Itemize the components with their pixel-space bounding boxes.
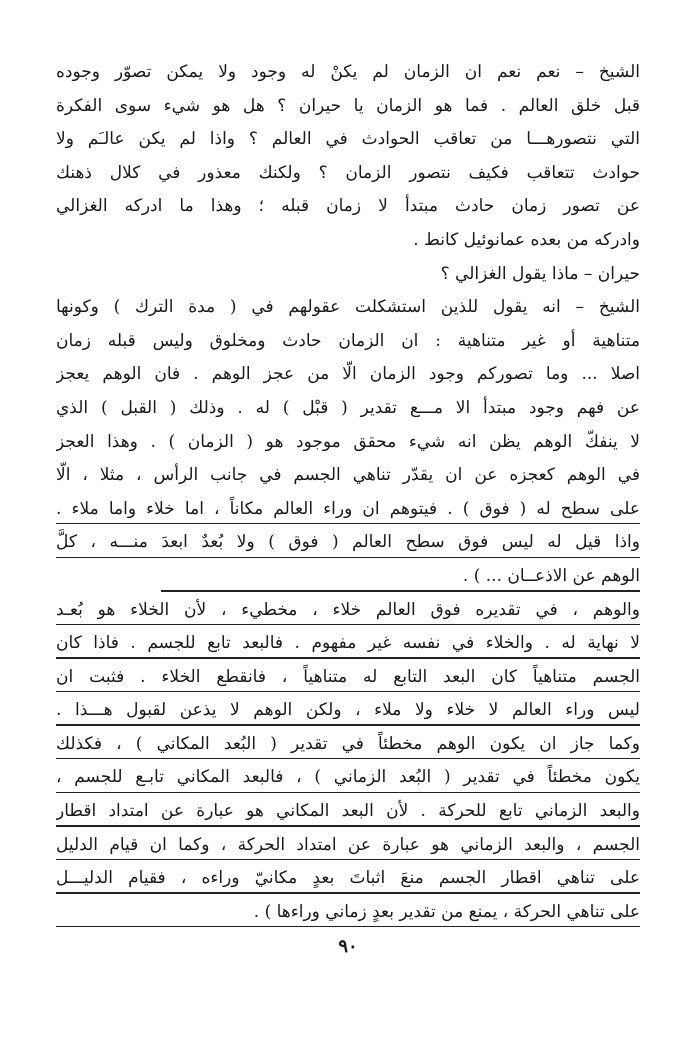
text-line: الشيخ – نعم نعم ان الزمان لم يكنْ له وجود ولا يمكن تصوّر وجوده [56,62,640,82]
text-line: على تناهي الحركة ، يمنع من تقدير بعدٍ زماني وراءها ) . [56,896,640,930]
text-line: اصلا ... وما تصوركم وجود الزمان الّا من عجز الوهم . فان الوهم يعجز [56,364,640,385]
text-line: لا نهاية له . والخلاء في نفسه غير مفهوم . فالبعد تابع للجسم . فاذا كان [56,627,640,661]
text-line: حيران – ماذا يقول الغزالي ؟ [440,263,640,284]
text-line: وكما جاز ان يكون الوهم مخطئاً في تقدير ( البُعد المكاني ) ، فكذلك [56,728,640,762]
text-line: الجسم ، والبعد الزماني هو عبارة عن امتداد الحركة ، وكما ان قيام الدليل [56,829,640,863]
text-line: وادركه من بعده عمانوئيل كانط . [413,229,640,250]
page-number: ٩٠ [338,936,358,957]
text-line: على سطح له ( فوق ) . فيتوهم ان وراء العالم مكاناً ، اما خلاء واما ملاء . [56,493,640,527]
page-body-text [56,56,640,929]
text-line: عن تصور زمان حادث مبتدأ لا زمان قبله ؛ وهذا ما ادركه الغزالي [56,196,640,217]
text-line: والوهم ، في تقديره فوق العالم خلاء ، مخطيء ، لأن الخلاء هو بُعـد [56,594,640,628]
text-line: على تناهي اقطار الجسم منعَ اثباتَ بعدٍ مكانيّ وراءه ، فقيام الدليـــل [56,862,640,896]
text-line: قبل خلق العالم . فما هو الزمان يا حيران ؟ هل هو شيء سوى الفكرة [56,95,640,116]
text-line: لا ينفكّ الوهم يظن انه شيء محقق موجود هو ( الزمان ) . وهذا العجز [56,431,640,452]
text-line: حوادث تتعاقب فكيف نتصور الزمان ؟ ولكنك معذور في كلال ذهنك [56,162,640,183]
text-line: في الوهم كعجزه عن ان يقدّر تناهي الجسم في جانب الرأس ، مثلا ، الّا [56,465,640,486]
text-line: متناهية أو غير متناهية : ان الزمان حادث ومخلوق وليس قبله زمان [56,330,640,351]
text-line: عن فهم وجود مبتدأ الا مـــع تقدير ( قبْل ) له . وذلك ( القبل ) الذي [56,397,640,418]
text-line: يكون مخطئاً في تقدير ( البُعد الزماني ) ، فالبعد المكاني تابـع للجسم ، [56,761,640,795]
text-line: ليس وراء العالم لا خلاء ولا ملاء ، ولكن الوهم لا يذعن لقبول هـــذا . [56,694,640,728]
text-line: والبعد الزماني تابع للحركة . لأن البعد المكاني هو عبارة عن امتداد اقطار [56,795,640,829]
text-line: واذا قيل له ليس فوق سطح العالم ( فوق ) ولا بُعدٌ ابعدَ منـــه ، كلَّ [56,526,640,560]
text-line: الجسم متناهياً كان البعد التابع له متناهياً ، فانقطع الخلاء . فثبت ان [56,661,640,695]
text-line: التي نتصورهـــا من تعاقب الحوادث في العالم ؟ واذا لم يكن عالـَم ولا [56,129,640,150]
text-line: الشيخ – انه يقول للذين استشكلت عقولهم في ( مدة الترك ) وكونها [56,297,640,318]
text-line: الوهم عن الاذعــان ... ) . [56,560,640,594]
